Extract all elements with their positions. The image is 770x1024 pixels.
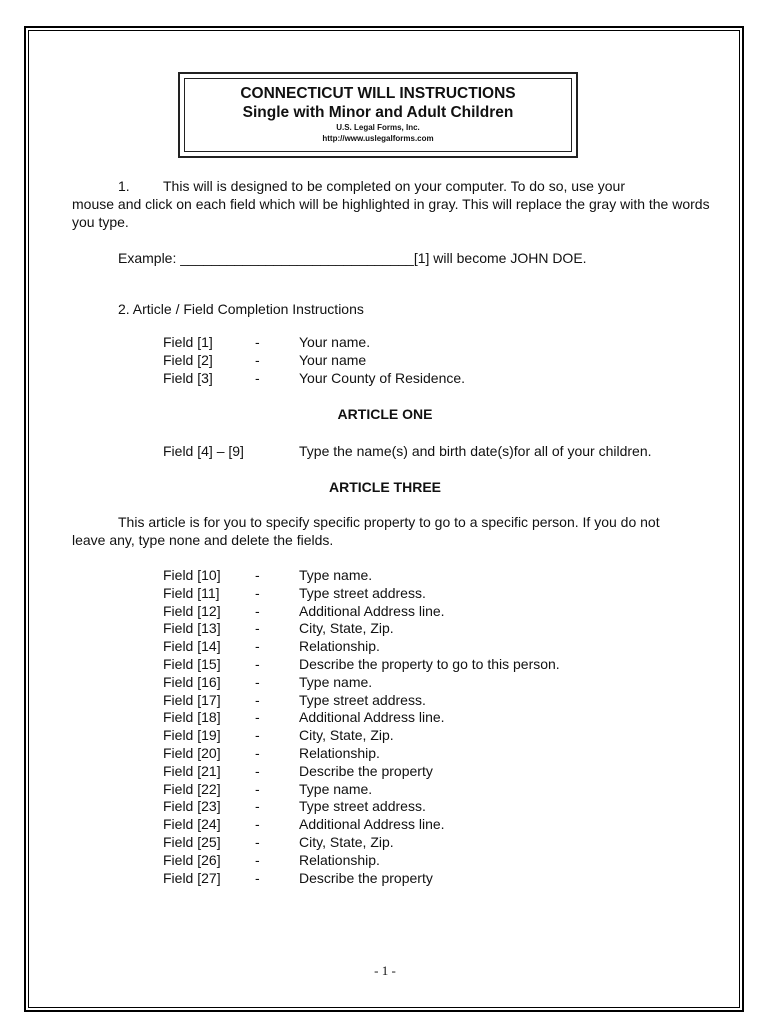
field-dash: - <box>255 798 260 815</box>
field-label: Field [10] <box>163 567 221 583</box>
example-text: Example: ______________________________[1] will become JOHN DOE. <box>118 250 587 266</box>
field-label: Field [23] <box>163 798 221 815</box>
field-dash: - <box>255 351 260 368</box>
publisher-name: U.S. Legal Forms, Inc. <box>336 123 420 132</box>
field-label: Field [13] <box>163 620 221 637</box>
field-row <box>163 870 560 888</box>
section-2-heading: 2. Article / Field Completion Instructions <box>118 301 364 317</box>
intro-text-line1: This will is designed to be completed on your computer. To do so, use your <box>163 178 625 194</box>
field-row <box>163 781 560 799</box>
field-description: Your name. <box>299 334 371 350</box>
field-description: City, State, Zip. <box>299 833 394 850</box>
field-row <box>163 745 560 763</box>
intro-number: 1. <box>118 178 130 194</box>
field-row <box>163 763 560 781</box>
article-three-heading: ARTICLE THREE <box>329 479 441 495</box>
field-description: Describe the property to go to this person. <box>299 655 560 672</box>
field-description: Type name. <box>299 780 373 797</box>
field-row <box>163 834 560 852</box>
article-three-text: This article is for you to specify specific property to go to a specific person. If you do not leave any, type none and delete the fields. <box>72 514 660 548</box>
basic-fields-list <box>163 334 465 387</box>
field-row <box>163 674 560 692</box>
document-title: CONNECTICUT WILL INSTRUCTIONS <box>240 85 516 102</box>
field-description: Type street address. <box>299 691 426 708</box>
field-dash: - <box>255 691 260 708</box>
field-label: Field [24] <box>163 816 221 833</box>
field-description: Describe the property <box>299 762 433 779</box>
field-label: Field [20] <box>163 744 221 761</box>
field-row <box>163 692 560 710</box>
field-description: Type name. <box>299 567 373 583</box>
field-description: Additional Address line. <box>299 709 445 726</box>
field-row <box>163 638 560 656</box>
field-description: City, State, Zip. <box>299 620 394 637</box>
field-description: Type name. <box>299 673 373 690</box>
field-label: Field [15] <box>163 655 221 672</box>
field-row <box>163 798 560 816</box>
field-description: Describe the property <box>299 869 433 886</box>
field-description: Relationship. <box>299 851 380 868</box>
field-dash: - <box>255 744 260 761</box>
field-dash: - <box>255 780 260 797</box>
field-dash: - <box>255 869 260 886</box>
field-label: Field [22] <box>163 780 221 797</box>
field-row <box>163 852 560 870</box>
field-dash: - <box>255 584 260 601</box>
field-dash: - <box>255 709 260 726</box>
field-dash: - <box>255 567 260 583</box>
field-description: Your County of Residence. <box>299 369 466 386</box>
field-label: Field [1] <box>163 334 213 350</box>
intro-text-rest: mouse and click on each field which will be highlighted in gray. This will replace the gray with the words you type. <box>72 196 710 230</box>
field-description: Your name <box>299 351 367 368</box>
field-row <box>163 620 560 638</box>
field-label: Field [21] <box>163 762 221 779</box>
field-row <box>163 334 465 352</box>
field-dash: - <box>255 602 260 619</box>
field-row <box>163 585 560 603</box>
field-description: Type street address. <box>299 798 426 815</box>
field-label: Field [19] <box>163 727 221 744</box>
field-row <box>163 656 560 674</box>
field-dash: - <box>255 851 260 868</box>
field-row <box>163 709 560 727</box>
field-label: Field [18] <box>163 709 221 726</box>
field-dash: - <box>255 673 260 690</box>
field-label: Field [17] <box>163 691 221 708</box>
article-three-fields-list <box>163 567 560 887</box>
field-dash: - <box>255 816 260 833</box>
title-box-inner <box>184 78 572 152</box>
page-number: - 1 - <box>374 963 396 978</box>
field-dash: - <box>255 833 260 850</box>
field-dash: - <box>255 620 260 637</box>
field-row <box>163 370 465 388</box>
field-description: Type street address. <box>299 584 426 601</box>
field-label: Field [12] <box>163 602 221 619</box>
field-dash: - <box>255 762 260 779</box>
article-one-heading: ARTICLE ONE <box>337 406 433 422</box>
field-label: Field [27] <box>163 869 221 886</box>
field-label: Field [11] <box>163 584 220 601</box>
field-label: Field [16] <box>163 673 221 690</box>
field-description: Relationship. <box>299 638 380 655</box>
field-row <box>163 352 465 370</box>
field-description: City, State, Zip. <box>299 727 394 744</box>
field-dash: - <box>255 638 260 655</box>
field-label: Field [3] <box>163 369 213 386</box>
field-dash: - <box>255 727 260 744</box>
field-row <box>163 727 560 745</box>
field-dash: - <box>255 334 260 350</box>
article-one-desc: Type the name(s) and birth date(s)for all of your children. <box>299 443 652 459</box>
field-description: Additional Address line. <box>299 602 445 619</box>
field-description: Additional Address line. <box>299 816 445 833</box>
field-row <box>163 567 560 585</box>
article-one-field: Field [4] – [9] <box>163 443 244 459</box>
publisher-url: http://www.uslegalforms.com <box>322 134 434 143</box>
field-description: Relationship. <box>299 744 380 761</box>
field-dash: - <box>255 655 260 672</box>
field-dash: - <box>255 369 260 386</box>
field-row <box>163 816 560 834</box>
field-row <box>163 603 560 621</box>
field-label: Field [2] <box>163 351 213 368</box>
field-label: Field [25] <box>163 833 221 850</box>
document-subtitle: Single with Minor and Adult Children <box>242 104 514 121</box>
field-label: Field [26] <box>163 851 221 868</box>
field-label: Field [14] <box>163 638 221 655</box>
